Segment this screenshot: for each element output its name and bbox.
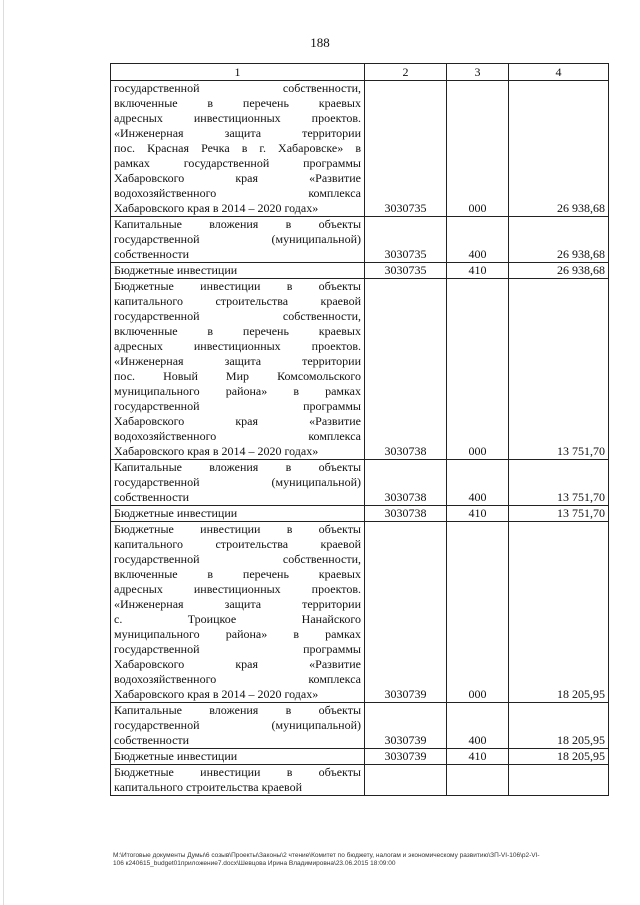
row-description <box>111 522 365 703</box>
description-line: Хабаровского края в 2014 – 2020 годах» <box>114 201 319 215</box>
description-line: государственной собственности, <box>114 309 361 323</box>
row-description <box>111 749 365 765</box>
row-type: 000 <box>447 279 509 460</box>
table-body <box>111 81 609 796</box>
table-row <box>111 703 609 749</box>
description-line: Бюджетные инвестиции <box>114 506 238 520</box>
column-header-1: 1 <box>111 64 365 81</box>
description-line: Капитальные вложения в объекты <box>114 703 361 717</box>
row-amount: 18 205,95 <box>509 703 609 749</box>
row-amount: 18 205,95 <box>509 749 609 765</box>
row-type: 400 <box>447 703 509 749</box>
description-line: адресных инвестиционных проектов. <box>114 582 361 596</box>
description-line: Бюджетные инвестиции в объекты <box>114 765 361 779</box>
table-row <box>111 217 609 263</box>
row-code: 3030738 <box>365 279 447 460</box>
description-line: муниципального района» в рамках <box>114 627 361 641</box>
page-number: 188 <box>310 35 330 50</box>
description-line: Хабаровского края в 2014 – 2020 годах» <box>114 687 319 701</box>
column-header-3: 3 <box>447 64 509 81</box>
description-line: Бюджетные инвестиции в объекты <box>114 522 361 536</box>
row-amount: 26 938,68 <box>509 81 609 217</box>
description-line: государственной (муниципальной) <box>114 232 361 246</box>
row-amount: 13 751,70 <box>509 506 609 522</box>
row-amount: 26 938,68 <box>509 263 609 279</box>
row-type: 400 <box>447 460 509 506</box>
description-line: собственности <box>114 490 190 504</box>
table-row <box>111 506 609 522</box>
description-line: водохозяйственного комплекса <box>114 672 361 686</box>
row-description <box>111 279 365 460</box>
row-code: 3030735 <box>365 263 447 279</box>
column-header-4: 4 <box>509 64 609 81</box>
row-description <box>111 81 365 217</box>
row-description <box>111 703 365 749</box>
description-line: Хабаровского края в 2014 – 2020 годах» <box>114 444 319 458</box>
table-row <box>111 81 609 217</box>
table-row <box>111 522 609 703</box>
table-row <box>111 765 609 796</box>
footer-path-line-1: M:\Итоговые документы Думы\6 созыв\Проекты\Законы\2 чтение\Комитет по бюджету, налогам и экономическому развитию\ЗП-VI-106\р2-VI- <box>113 852 540 859</box>
description-line: «Инженерная защита территории <box>114 354 361 368</box>
description-line: рамках государственной программы <box>114 156 361 170</box>
table-row <box>111 279 609 460</box>
table-row <box>111 263 609 279</box>
budget-table <box>110 63 609 796</box>
table-row <box>111 460 609 506</box>
description-line: государственной программы <box>114 642 361 656</box>
description-line: включенные в перечень краевых <box>114 96 361 110</box>
row-code: 3030738 <box>365 460 447 506</box>
description-line: капитального строительства краевой <box>114 780 303 794</box>
row-type <box>447 765 509 796</box>
column-header-2: 2 <box>365 64 447 81</box>
scan-margin-line <box>3 0 4 905</box>
row-type: 000 <box>447 81 509 217</box>
description-line: капитального строительства краевой <box>114 294 361 308</box>
description-line: Капитальные вложения в объекты <box>114 460 361 474</box>
row-type: 410 <box>447 749 509 765</box>
description-line: с. Троицкое Нанайского <box>114 612 361 626</box>
row-type: 000 <box>447 522 509 703</box>
description-line: государственной (муниципальной) <box>114 475 361 489</box>
table-header-row <box>111 64 609 81</box>
description-line: водохозяйственного комплекса <box>114 186 361 200</box>
row-code: 3030739 <box>365 749 447 765</box>
description-line: включенные в перечень краевых <box>114 567 361 581</box>
description-line: государственной (муниципальной) <box>114 718 361 732</box>
description-line: государственной собственности, <box>114 552 361 566</box>
row-description <box>111 765 365 796</box>
row-description <box>111 263 365 279</box>
description-line: капитального строительства краевой <box>114 537 361 551</box>
row-code: 3030735 <box>365 217 447 263</box>
row-code: 3030735 <box>365 81 447 217</box>
row-code: 3030739 <box>365 522 447 703</box>
description-line: собственности <box>114 247 190 261</box>
row-type: 400 <box>447 217 509 263</box>
description-line: Бюджетные инвестиции в объекты <box>114 279 361 293</box>
description-line: водохозяйственного комплекса <box>114 429 361 443</box>
description-line: включенные в перечень краевых <box>114 324 361 338</box>
description-line: Бюджетные инвестиции <box>114 749 238 763</box>
description-line: государственной собственности, <box>114 81 361 95</box>
description-line: адресных инвестиционных проектов. <box>114 339 361 353</box>
description-line: Хабаровского края «Развитие <box>114 414 361 428</box>
description-line: пос. Красная Речка в г. Хабаровске» в <box>114 141 361 155</box>
footer-path-line-2: 106 к240615_budget01приложение7.docx\Шевцова Ирина Владимировна\23.06.2015 18:09:00 <box>113 860 396 867</box>
description-line: «Инженерная защита территории <box>114 597 361 611</box>
row-amount: 13 751,70 <box>509 460 609 506</box>
row-type: 410 <box>447 263 509 279</box>
description-line: Капитальные вложения в объекты <box>114 217 361 231</box>
row-amount: 18 205,95 <box>509 522 609 703</box>
document-footer <box>113 852 613 868</box>
description-line: Хабаровского края «Развитие <box>114 171 361 185</box>
row-description <box>111 217 365 263</box>
row-description <box>111 506 365 522</box>
description-line: адресных инвестиционных проектов. <box>114 111 361 125</box>
row-description <box>111 460 365 506</box>
row-code <box>365 765 447 796</box>
description-line: Хабаровского края «Развитие <box>114 657 361 671</box>
description-line: «Инженерная защита территории <box>114 126 361 140</box>
row-code: 3030738 <box>365 506 447 522</box>
row-code: 3030739 <box>365 703 447 749</box>
description-line: Бюджетные инвестиции <box>114 263 238 277</box>
description-line: собственности <box>114 733 190 747</box>
description-line: государственной программы <box>114 399 361 413</box>
row-amount <box>509 765 609 796</box>
table-row <box>111 749 609 765</box>
row-type: 410 <box>447 506 509 522</box>
description-line: муниципального района» в рамках <box>114 384 361 398</box>
row-amount: 13 751,70 <box>509 279 609 460</box>
description-line: пос. Новый Мир Комсомольского <box>114 369 361 383</box>
row-amount: 26 938,68 <box>509 217 609 263</box>
